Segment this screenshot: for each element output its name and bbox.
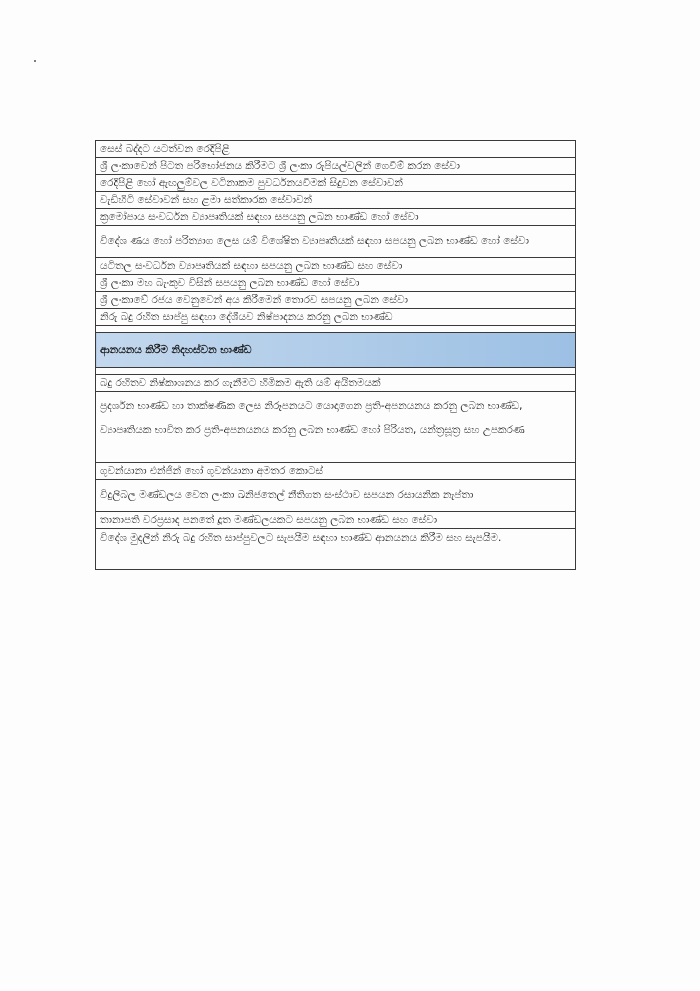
table-cell: බදු රහිතව නිෂ්කාශනය කර ගැනීමට හිමිකම ඇති යම් අයිතමයක් <box>96 375 576 392</box>
table-row <box>96 258 576 275</box>
section-heading-row <box>96 333 576 368</box>
table-cell: ශ්‍රී ලංකාවේ රජය වෙනුවෙන් අය කිරීමෙන් තොරව සපයනු ලබන සේවා <box>96 292 576 309</box>
table-row <box>96 292 576 309</box>
scan-speck <box>34 60 36 62</box>
table-cell: ශ්‍රී ලංකාවෙන් පිටත පරිභෝජනය කිරීමට ශ්‍රී ලංකා රුපියල්වලින් ගෙවීම් කරන සේවා <box>96 158 576 175</box>
table-row <box>96 209 576 226</box>
table-cell: ක්‍රමෝපාය සංවර්ධන ව්‍යාපෘතියක් සඳහා සපයනු ලබන භාණ්ඩ හෝ සේවා <box>96 209 576 226</box>
table-cell: ශ්‍රී ලංකා මහ බැංකුව විසින් සපයනු ලබන භාණ්ඩ හෝ සේවා <box>96 275 576 292</box>
table-row <box>96 158 576 175</box>
table-cell: වැඩිහිටි සේවාවන් සහ ළමා සත්කාරක සේවාවන් <box>96 192 576 209</box>
table-row <box>96 192 576 209</box>
table-cell: සෙස් බද්දට යටත්වන රෙදිපිළි <box>96 141 576 158</box>
exemption-table <box>95 140 576 570</box>
table-cell: යටිතල සංවර්ධන ව්‍යාපෘතියක් සඳහා සපයනු ලබන භාණ්ඩ සහ සේවා <box>96 258 576 275</box>
table-row <box>96 529 576 570</box>
table-row <box>96 463 576 480</box>
table-row <box>96 392 576 463</box>
table-cell: රෙදිපිළි හෝ ඇඟලුම්වල වටිනාකම පුවර්ධනයවීමක් සිදුවන සේවාවන් <box>96 175 576 192</box>
table-row <box>96 309 576 326</box>
table-cell: ප්‍රදර්ශන භාණ්ඩ හා තාක්ෂණික ලෙස නිරූපනයට යොදාගෙන ප්‍රති-අපනයනය කරනු ලබන භාණ්ඩ, ව්‍යාපෘතියක භාවිත කර ප්‍රති-අපනයනය කරනු ලබන භාණ්ඩ හෝ පිරියත, යන්ත්‍රසූත්‍ර සහ උපකරණ <box>96 392 576 463</box>
table-cell: තානාපති වරප්‍රසාද පනතේ දූත මණ්ඩලයකට සපයනු ලබන භාණ්ඩ සහ සේවා <box>96 512 576 529</box>
table-spacer-row <box>96 326 576 333</box>
table-row <box>96 141 576 158</box>
table-cell: විදුලිබල මණ්ඩලය වෙත ලංකා ඛනිජතෙල් නීතිගත සංස්ථාව සපයන රසායනික නැප්තා <box>96 480 576 512</box>
spacer-cell <box>96 368 576 375</box>
table-row <box>96 375 576 392</box>
table-spacer-row <box>96 368 576 375</box>
table-cell: විදේශ ණය හෝ පරිත්‍යාග ලෙස යම් විශේෂිත ව්‍යාපෘතියක් සඳහා සපයනු ලබන භාණ්ඩ හෝ සේවා <box>96 226 576 258</box>
table-cell: ගුවන්යානා එන්ජින් හෝ ගුවන්යානා අමතර කොටස් <box>96 463 576 480</box>
table-cell: විදේශ මුදලින් නිරු බදු රහිත සාප්පුවලට සැපයීම සඳහා භාණ්ඩ ආනයනය කිරීම සහ සැපයීම. <box>96 529 576 570</box>
table-row <box>96 512 576 529</box>
table-row <box>96 480 576 512</box>
table-row <box>96 175 576 192</box>
table-row <box>96 275 576 292</box>
table-row <box>96 226 576 258</box>
section-heading: ආනයනය කිරීම නිදහස්වන භාණ්ඩ <box>96 333 576 368</box>
table-cell: නිරු බදු රහිත සාප්පු සඳහා දේශීයව නිෂ්පාදනය කරනු ලබන භාණ්ඩ <box>96 309 576 326</box>
spacer-cell <box>96 326 576 333</box>
